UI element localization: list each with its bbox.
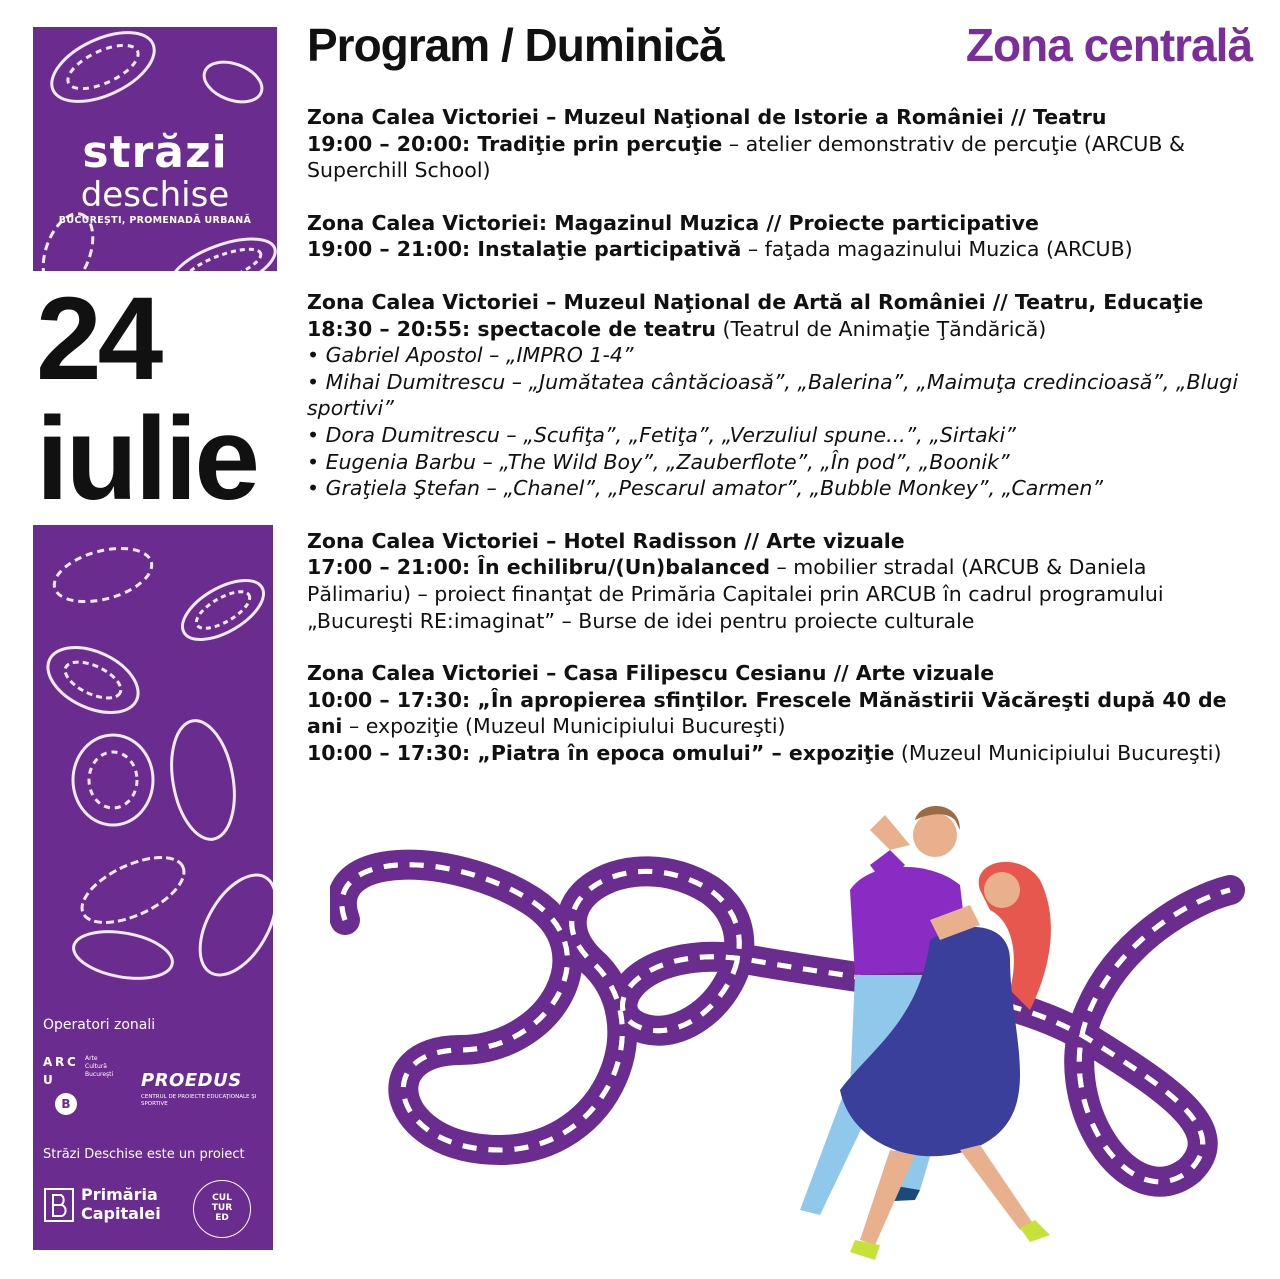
event-time: 18:30 – 20:55: spectacole de teatru — [307, 316, 716, 341]
culture-logo-line: CUL — [212, 1193, 232, 1203]
brand-name-line1: străzi — [82, 127, 228, 178]
arcub-sub: Arte — [85, 1055, 98, 1062]
event-time: 19:00 – 20:00: Tradiţie prin percuţie — [307, 131, 723, 156]
arcub-letter: U — [43, 1073, 53, 1087]
arcub-letter: A — [43, 1055, 53, 1069]
date-month: iulie — [36, 393, 258, 525]
event-time: 19:00 – 21:00: Instalaţie participativă — [307, 237, 742, 262]
proedus-sub: CENTRUL DE PROIECTE EDUCAŢIONALE ŞI SPORTIVE — [141, 1094, 257, 1107]
list-item: • Gabriel Apostol – „IMPRO 1-4” — [307, 342, 1252, 369]
event-desc: (Muzeul Municipiului Bucureşti) — [894, 740, 1222, 765]
block-heading: Zona Calea Victoriei – Hotel Radisson // Arte vizuale — [307, 528, 905, 553]
list-item: • Mihai Dumitrescu – „Jumătatea cântăcioasă”, „Balerina”, „Maimuţa credincioasă”, „Blugi sportivi” — [307, 369, 1252, 422]
block-heading: Zona Calea Victoriei: Magazinul Muzica // Proiecte participative — [307, 210, 1039, 235]
brand-name-line2: deschise — [80, 175, 230, 215]
list-item: • Dora Dumitrescu – „Scufiţa”, „Fetiţa”, „Verzuliul spune...”, „Sirtaki” — [307, 422, 1252, 449]
event-desc: – mobilier stradal (ARCUB & Daniela Pălimariu) – proiect finanţat de Primăria Capitalei prin ARCUB în cadrul programului „Bucureşti RE:imaginat” – Burse de idei pentru proiecte culturale — [307, 555, 1164, 633]
page-title: Program / Duminică — [307, 19, 724, 71]
brand-tagline: BUCUREȘTI, PROMENADĂ URBANĂ — [58, 215, 252, 226]
event-line — [307, 687, 1252, 740]
arcub-letter: C — [67, 1055, 76, 1069]
event-line — [307, 236, 1252, 263]
program-list — [307, 104, 1252, 792]
list-item: • Graţiela Ştefan – „Chanel”, „Pescarul amator”, „Bubble Monkey”, „Carmen” — [307, 475, 1252, 502]
arcub-sub: Cultură — [85, 1063, 107, 1070]
culture-logo-line: TUR — [211, 1203, 233, 1213]
arcub-logo — [43, 1055, 143, 1125]
operators-label: Operatori zonali — [43, 1017, 156, 1033]
proedus-logo — [141, 1070, 266, 1110]
event-time: 10:00 – 17:30: „Piatra în epoca omului” – expoziţie — [307, 740, 895, 765]
date-day: 24 — [36, 273, 160, 405]
event-line — [307, 131, 1252, 184]
arcub-letter: R — [55, 1055, 65, 1069]
project-label: Străzi Deschise este un proiect — [43, 1147, 245, 1162]
event-line — [307, 554, 1252, 634]
primaria-line1: Primăria — [81, 1185, 158, 1204]
primaria-emblem-icon — [43, 1187, 75, 1223]
event-desc: – expoziţie (Muzeul Municipiului Bucureşti) — [342, 714, 786, 739]
program-block — [307, 210, 1252, 263]
event-time: 17:00 – 21:00: În echilibru/(Un)balanced — [307, 555, 770, 580]
event-time: 10:00 – 17:30: „În apropierea sfinţilor. Frescele Mănăstirii Văcăreşti după 40 de ani — [307, 687, 1227, 739]
event-desc: – atelier demonstrativ de percuţie (ARCUB & Superchill School) — [307, 131, 1185, 183]
proedus-name: PROEDUS — [141, 1070, 242, 1091]
event-desc: (Teatrul de Animaţie Ţăndărică) — [716, 316, 1047, 341]
list-item: • Eugenia Barbu – „The Wild Boy”, „Zauberflote”, „În pod”, „Boonik” — [307, 449, 1252, 476]
event-line — [307, 316, 1252, 343]
performance-list — [307, 342, 1252, 502]
culture-directorate-logo — [193, 1180, 251, 1238]
brand-panel — [33, 27, 277, 271]
shoe-print-pattern-icon — [33, 525, 273, 1005]
zone-title: Zona centrală — [965, 19, 1252, 71]
primaria-logo — [43, 1185, 173, 1229]
culture-logo-line: ED — [215, 1213, 229, 1223]
arcub-letter: B — [55, 1093, 77, 1115]
sidebar-panel — [33, 525, 273, 1250]
event-line — [307, 740, 1252, 767]
program-block — [307, 104, 1252, 184]
block-heading: Zona Calea Victoriei – Casa Filipescu Cesianu // Arte vizuale — [307, 661, 995, 686]
primaria-line2: Capitalei — [81, 1204, 161, 1223]
program-block — [307, 528, 1252, 634]
block-heading: Zona Calea Victoriei – Muzeul Naţional de Artă al României // Teatru, Educaţie — [307, 289, 1204, 314]
event-desc: – faţada magazinului Muzica (ARCUB) — [741, 237, 1133, 262]
block-heading: Zona Calea Victoriei – Muzeul Naţional de Istorie a României // Teatru — [307, 105, 1107, 129]
program-block — [307, 289, 1252, 502]
program-block — [307, 660, 1252, 766]
dancing-couple-illustration — [330, 790, 1270, 1270]
arcub-sub: Bucureşti — [85, 1071, 114, 1078]
